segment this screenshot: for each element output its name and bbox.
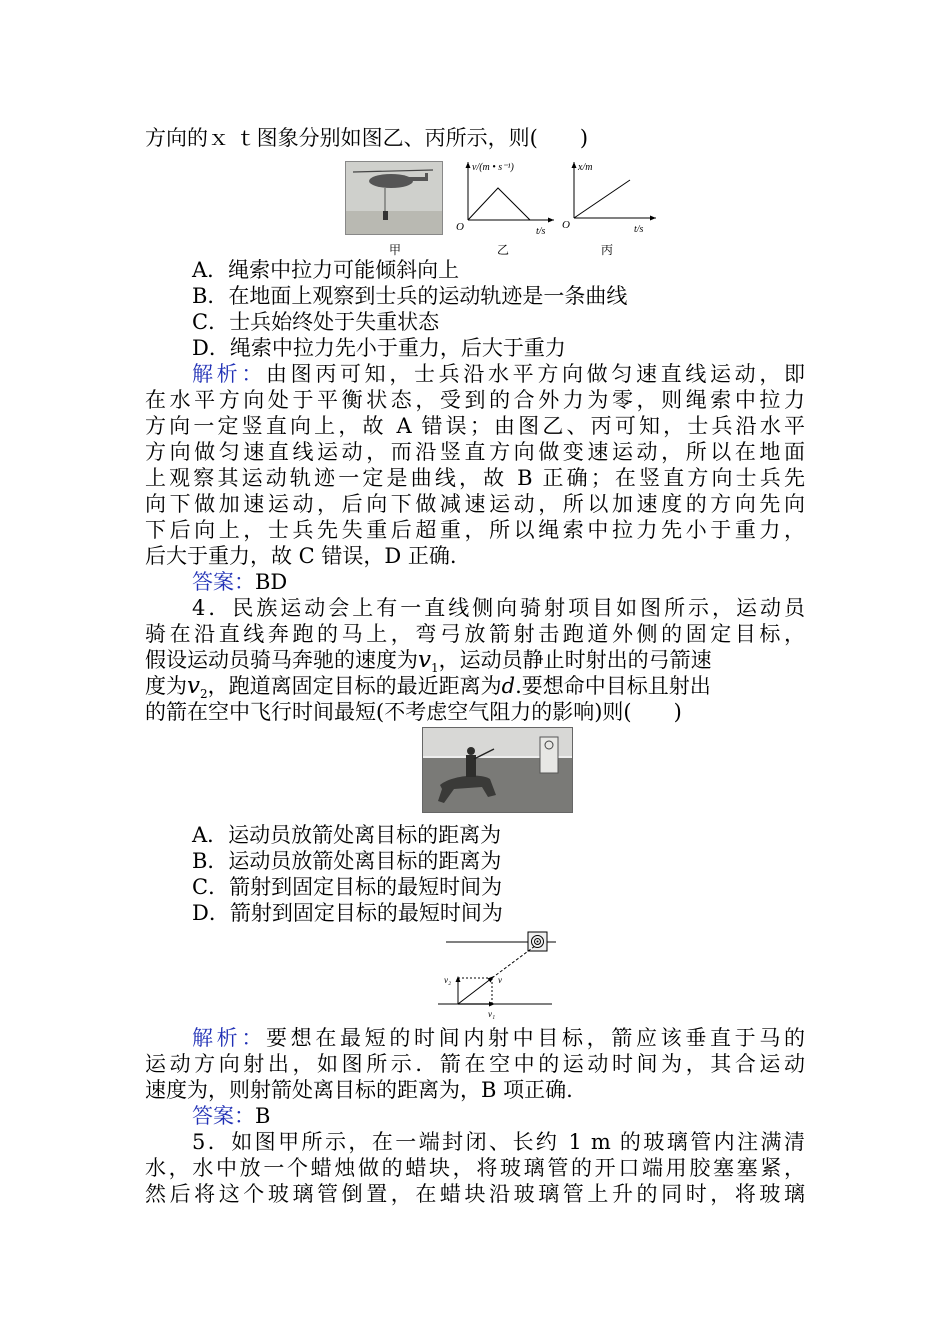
fig-caption-jia: 甲 [389,243,402,257]
horse-archery-photo [422,727,573,813]
graph-bing-origin: O [562,219,570,231]
q4-option-b: B．运动员放箭处离目标的距离为 [192,849,502,873]
q4-stem-line-4: 度为$v_2$，跑道离固定目标的最近距离为d.要想命中目标且射出 [145,673,711,702]
q3-option-b: B．在地面上观察到士兵的运动轨迹是一条曲线 [192,284,628,308]
q4-stem-line-2: 骑在沿直线奔跑的马上，弯弓放箭射击跑道外侧的固定目标， [145,622,805,646]
graph-yi-origin: O [456,221,464,233]
q3-analysis-line-1: 解析：由图丙可知，士兵沿水平方向做匀速直线运动，即 [192,362,805,386]
q3-analysis-line-7: 下后向上，士兵先失重后超重，所以绳索中拉力先小于重力， [145,518,805,542]
q3-answer-label: 答案： [192,570,255,594]
q4-option-a: A．运动员放箭处离目标的距离为 [192,823,502,847]
q3-analysis-line-2: 在水平方向处于平衡状态，受到的合外力为零，则绳索中拉力 [145,388,805,412]
q4-stem-line-1: 4．民族运动会上有一直线侧向骑射项目如图所示，运动员 [192,596,805,620]
q5-stem-line-1: 5．如图甲所示，在一端封闭、长约 1 m 的玻璃管内注满清 [192,1130,805,1154]
vector-label-v: v [498,975,502,985]
graph-yi-xlabel: t/s [536,226,546,237]
q4-option-d: D．箭射到固定目标的最短时间为 [192,901,503,925]
q4-option-c: C．箭射到固定目标的最短时间为 [192,875,503,899]
graph-bing-ylabel: x/m [578,162,593,173]
graph-bing-xlabel: t/s [634,224,644,235]
q4-answer-value: B [255,1104,271,1128]
q3-option-a: A．绳索中拉力可能倾斜向上 [192,258,460,282]
q3-answer-value: BD [255,570,288,594]
q4-answer-label: 答案： [192,1104,255,1128]
q4-stem-line-3: 假设运动员骑马奔驰的速度为$v_1$，运动员静止时射出的弓箭速 [145,647,712,676]
q3-answer [192,569,792,595]
q3-option-c: C．士兵始终处于失重状态 [192,310,440,334]
fig-caption-yi: 乙 [497,243,510,257]
q3-analysis-line-8: 后大于重力，故 C 错误，D 正确. [145,544,457,568]
q4-analysis-label: 解析： [192,1026,266,1050]
q3-analysis-label: 解析： [192,362,266,386]
q5-stem-line-2: 水，水中放一个蜡烛做的蜡块，将玻璃管的开口端用胶塞塞紧， [145,1156,805,1180]
vector-label-v1: v₁ [488,1009,496,1019]
q3-analysis-line-4: 方向做匀速直线运动，而沿竖直方向做变速运动，所以在地面 [145,440,805,464]
q3-option-d: D．绳索中拉力先小于重力，后大于重力 [192,336,566,360]
q4-stem-line-5: 的箭在空中飞行时间最短(不考虑空气阻力的影响)则( ) [145,700,682,724]
q4-answer [192,1103,792,1129]
arrow-vector-diagram [438,928,562,1020]
graph-yi-ylabel: v/(m • s⁻¹) [472,162,514,173]
q3-analysis-line-6: 向下做加速运动，后向下做减速运动，所以加速度的方向先向 [145,492,805,516]
q5-stem-line-3: 然后将这个玻璃管倒置，在蜡块沿玻璃管上升的同时，将玻璃 [145,1182,805,1206]
q3-stem-end: 方向的ｘ ｔ图象分别如图乙、丙所示，则( ) [145,126,589,150]
q4-analysis-line-3: 速度为，则射箭处离目标的距离为，B 项正确. [145,1078,573,1102]
graph-bing-position-time [560,158,660,238]
fig-caption-bing: 丙 [601,243,614,257]
vector-label-v2: v₂ [444,975,452,985]
helicopter-photo [345,161,443,235]
q4-analysis-line-1: 解析：要想在最短的时间内射中目标，箭应该垂直于马的 [192,1026,805,1050]
graph-yi-velocity-time [450,158,560,238]
q3-analysis-line-3: 方向一定竖直向上，故 A 错误；由图乙、丙可知，士兵沿水平 [145,414,805,438]
q4-analysis-line-2: 运动方向射出，如图所示．箭在空中的运动时间为，其合运动 [145,1052,805,1076]
q3-analysis-line-5: 上观察其运动轨迹一定是曲线，故 B 正确；在竖直方向士兵先 [145,466,805,490]
